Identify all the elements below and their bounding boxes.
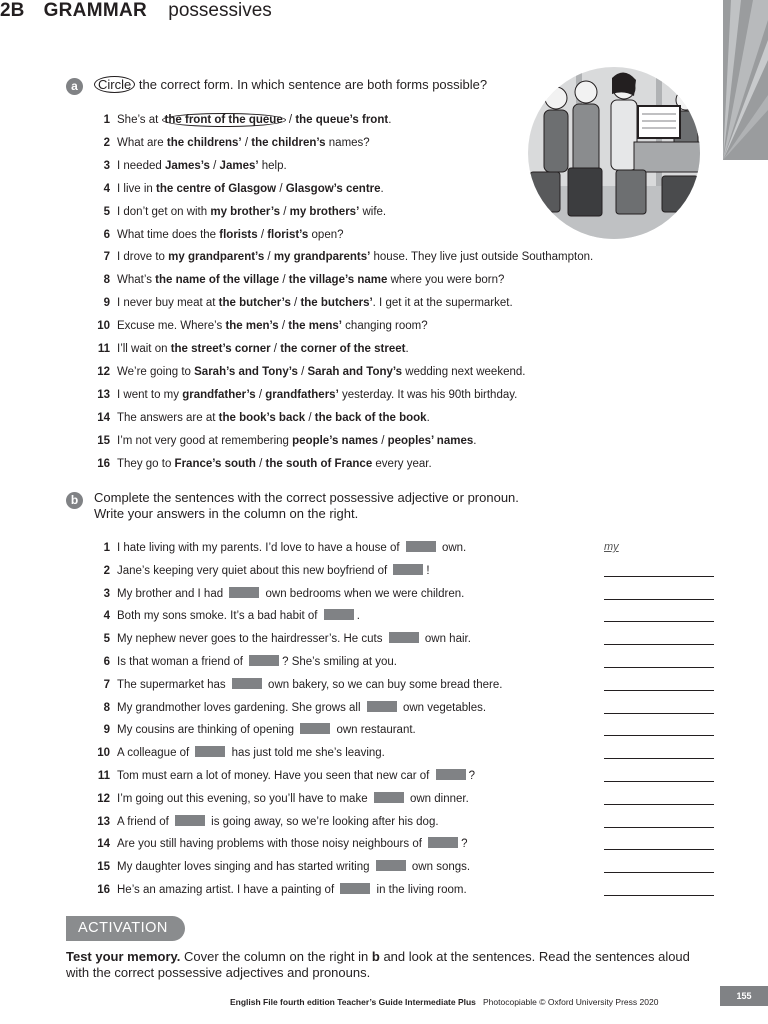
answer-gap <box>393 564 423 575</box>
item-number: 9 <box>103 297 110 310</box>
item-text-before: I went to my <box>117 388 183 401</box>
exercise-a-item <box>88 271 504 289</box>
answer-line[interactable] <box>604 609 714 622</box>
activation-ref: b <box>371 949 380 964</box>
item-text-before: The supermarket has <box>117 678 229 691</box>
exercise-a-item <box>88 134 370 152</box>
item-text-after: ! <box>426 564 430 577</box>
item-text-after: own. <box>438 542 467 554</box>
topic-name: possessives <box>168 0 272 21</box>
footer-book: English File fourth edition Teacher’s Guide Intermediate Plus <box>230 997 476 1007</box>
item-text-before: My grandmother loves gardening. She grows all <box>117 701 364 714</box>
item-number: 14 <box>97 411 110 424</box>
answer-gap <box>229 587 259 598</box>
item-text-after: yesterday. It was his 90th birthday. <box>338 388 518 401</box>
option-separator: / <box>280 205 290 218</box>
answer-line[interactable] <box>604 815 714 828</box>
exercise-a-item <box>88 432 476 450</box>
item-number: 4 <box>103 182 110 195</box>
exercise-a-item <box>88 386 517 404</box>
item-number: 5 <box>103 205 110 218</box>
item-text-after: ? <box>468 770 475 782</box>
option-2: my grandparents’ <box>273 251 371 264</box>
item-number: 2 <box>103 564 110 577</box>
exercise-b-item <box>88 585 464 603</box>
exercise-b-item <box>88 790 469 808</box>
option-separator: / <box>209 159 220 172</box>
item-number: 12 <box>97 792 110 805</box>
option-1: the centre of Glasgow <box>156 182 277 195</box>
option-1: the street’s corner <box>170 343 271 355</box>
option-2: the corner of the street <box>280 343 406 355</box>
item-text-after: ? <box>461 838 468 851</box>
item-number: 15 <box>97 861 110 874</box>
item-number: 11 <box>97 770 110 782</box>
item-text-after: . <box>380 182 384 195</box>
answer-line[interactable] <box>604 769 714 782</box>
exercise-a-instruction <box>94 77 487 93</box>
answer-gap <box>428 837 458 848</box>
option-separator: / <box>305 411 315 424</box>
activation-lead: Test your memory. <box>66 949 181 964</box>
item-number: 8 <box>103 274 110 287</box>
item-number: 16 <box>97 457 110 470</box>
option-separator: / <box>297 365 308 378</box>
exercise-a-item <box>88 340 409 358</box>
item-text-before: Are you still having problems with those noisy neighbours of <box>117 838 426 851</box>
item-text-before: They go to <box>117 457 175 470</box>
answer-gap <box>340 883 370 894</box>
activation-text-1: Cover the column on the right in <box>180 949 372 964</box>
item-text-after: is going away, so we’re looking after his dog. <box>207 815 439 828</box>
option-separator: / <box>255 388 266 401</box>
exercise-b-item <box>88 767 475 785</box>
exercise-a-badge: a <box>66 78 83 95</box>
option-separator: / <box>264 251 274 264</box>
exercise-b-item <box>88 813 439 831</box>
item-text-after: where you were born? <box>387 274 505 287</box>
item-text-after: . <box>426 411 430 424</box>
item-text-after: own vegetables. <box>399 701 487 714</box>
section-tab-graphic <box>723 0 768 160</box>
answer-line[interactable] <box>604 701 714 714</box>
answer-line[interactable] <box>604 837 714 850</box>
item-text-before: My cousins are thinking of opening <box>117 724 298 737</box>
exercise-b-item <box>88 653 397 671</box>
exercise-b-item <box>88 744 385 762</box>
exercise-b-item <box>88 699 486 717</box>
item-text-after: wife. <box>359 205 387 218</box>
item-text-before: A friend of <box>117 815 172 828</box>
answer-gap <box>232 678 262 689</box>
item-text-after: . <box>388 114 392 126</box>
option-2: the mens’ <box>288 320 342 333</box>
answer-line[interactable] <box>604 655 714 668</box>
option-separator: / <box>290 297 301 310</box>
item-number: 13 <box>97 388 110 401</box>
option-1: the name of the village <box>155 274 280 287</box>
answer-gap <box>249 655 279 666</box>
answer-line[interactable] <box>604 564 714 577</box>
item-text-after: wedding next weekend. <box>402 365 526 378</box>
item-number: 1 <box>103 114 110 126</box>
option-separator: / <box>279 274 289 287</box>
item-text-after: . I get it at the supermarket. <box>372 297 513 310</box>
item-text-before: I’ll wait on <box>117 343 171 355</box>
item-number: 10 <box>97 747 110 760</box>
item-text-after: help. <box>258 159 287 172</box>
option-1: people’s names <box>292 434 378 447</box>
option-separator: / <box>257 228 268 241</box>
answer-gap <box>376 860 406 871</box>
section-name: GRAMMAR <box>43 0 147 21</box>
item-number: 7 <box>103 251 110 264</box>
item-number: 4 <box>103 610 110 623</box>
item-text-before: My nephew never goes to the hairdresser’s. He cuts <box>117 633 386 646</box>
item-text-after: own bedrooms when we were children. <box>262 587 465 600</box>
answer-gap <box>175 815 205 826</box>
answer-line[interactable] <box>604 678 714 691</box>
item-text-before: I live in <box>117 182 156 195</box>
option-1: the men’s <box>225 320 279 333</box>
answer-line[interactable] <box>604 587 714 600</box>
option-2: the south of France <box>265 457 373 470</box>
activation-label: ACTIVATION <box>66 916 185 941</box>
option-1: Sarah’s and Tony’s <box>194 365 298 378</box>
exercise-b-instruction-line-1: Complete the sentences with the correct possessive adjective or pronoun. <box>94 490 519 505</box>
page-number: 155 <box>720 986 768 1006</box>
exercise-b-item <box>88 835 468 853</box>
option-2: florist’s <box>267 228 309 241</box>
option-1: the book’s back <box>218 411 306 424</box>
item-number: 16 <box>97 884 110 896</box>
exercise-a-item <box>88 180 384 198</box>
option-2: the butchers’ <box>300 297 373 310</box>
exercise-a-item <box>88 455 432 473</box>
item-text-after: . <box>405 343 409 355</box>
exercise-b-instruction-line-2: Write your answers in the column on the right. <box>94 506 359 521</box>
answer-line[interactable] <box>604 632 714 645</box>
item-number: 2 <box>103 136 110 149</box>
item-text-before: I don’t get on with <box>117 205 211 218</box>
item-text-after: ? She’s smiling at you. <box>282 656 397 668</box>
option-separator: / <box>255 457 266 470</box>
activation-text <box>66 949 706 981</box>
answer-line[interactable] <box>604 746 714 759</box>
option-2: my brothers’ <box>289 205 360 218</box>
item-text-after: own bakery, so we can buy some bread there. <box>264 678 503 691</box>
option-separator: / <box>270 343 281 355</box>
item-text-after: changing room? <box>341 320 428 333</box>
option-1: my brother’s <box>210 205 281 218</box>
exercise-a-item <box>88 317 428 335</box>
item-text-after: own songs. <box>408 861 471 874</box>
item-text-before: I drove to <box>117 251 169 264</box>
option-2: the village’s name <box>288 274 388 287</box>
answer-gap <box>324 609 354 620</box>
item-text-after: . <box>473 434 477 447</box>
option-1: France’s south <box>174 457 256 470</box>
item-text-before: What are <box>117 136 167 149</box>
answer-gap <box>195 746 225 757</box>
option-2: the queue’s front <box>295 114 389 126</box>
exercise-b-item <box>88 881 467 899</box>
exercise-b-item <box>88 539 466 557</box>
item-number: 8 <box>103 701 110 714</box>
item-text-before: Jane’s keeping very quiet about this new boyfriend of <box>117 564 391 577</box>
item-text-after: own dinner. <box>406 792 469 805</box>
exercise-a-item <box>88 294 513 312</box>
answer-gap <box>367 701 397 712</box>
item-text-before: Is that woman a friend of <box>117 656 247 668</box>
option-1: my grandparent’s <box>168 251 265 264</box>
item-number: 12 <box>97 365 110 378</box>
unit-code: 2B <box>0 0 25 21</box>
item-text-before: Tom must earn a lot of money. Have you seen that new car of <box>117 770 433 782</box>
exercise-b-badge: b <box>66 492 83 509</box>
item-text-after: own hair. <box>421 633 471 646</box>
item-number: 10 <box>97 320 110 333</box>
item-number: 7 <box>103 678 110 691</box>
item-text-after: names? <box>325 136 370 149</box>
item-number: 9 <box>103 724 110 737</box>
answer-line[interactable] <box>604 792 714 805</box>
option-separator: / <box>278 320 289 333</box>
exercise-b-item <box>88 721 416 739</box>
answer-gap <box>406 541 436 552</box>
exercise-a-item <box>88 409 430 427</box>
option-2: Glasgow’s centre <box>285 182 381 195</box>
exercise-a-item <box>88 157 287 175</box>
item-text-before: Excuse me. Where’s <box>117 320 226 333</box>
option-separator: / <box>241 136 252 149</box>
instruction-circle-word: Circle <box>94 76 135 93</box>
item-text-after: . <box>356 610 360 623</box>
item-number: 11 <box>97 343 110 355</box>
item-text-before: The answers are at <box>117 411 219 424</box>
exercise-b-item <box>88 630 471 648</box>
activation-text-2: and look at the sentences. Read the sentences aloud with the correct possessive adjectives and pronouns. <box>66 949 690 980</box>
travellers-illustration <box>516 66 712 240</box>
footer-copyright: Photocopiable © Oxford University Press 2020 <box>483 997 659 1007</box>
item-text-before: My brother and I had <box>117 587 227 600</box>
exercise-a-item <box>88 363 525 381</box>
item-number: 3 <box>103 587 110 600</box>
item-text-after: own restaurant. <box>333 724 416 737</box>
answer-gap <box>436 769 466 780</box>
item-number: 5 <box>103 633 110 646</box>
exercise-a-item <box>88 226 344 244</box>
item-number: 14 <box>97 838 110 851</box>
option-separator: / <box>285 114 296 126</box>
item-number: 13 <box>97 815 110 828</box>
answer-line[interactable] <box>604 723 714 736</box>
item-number: 3 <box>103 159 110 172</box>
item-text-before: We’re going to <box>117 365 195 378</box>
option-2: James’ <box>219 159 259 172</box>
footer <box>230 997 658 1007</box>
option-2: grandfathers’ <box>265 388 339 401</box>
item-text-after: in the living room. <box>373 884 467 896</box>
answer-line[interactable] <box>604 883 714 896</box>
instruction-text: the correct form. In which sentence are both forms possible? <box>135 77 488 92</box>
item-text-before: My daughter loves singing and has started writing <box>117 861 373 874</box>
item-text-before: I’m going out this evening, so you’ll have to make <box>117 792 371 805</box>
item-text-before: What time does the <box>117 228 220 241</box>
item-text-before: I needed <box>117 159 165 172</box>
item-text-before: I’m not very good at remembering <box>117 434 293 447</box>
item-text-after: every year. <box>372 457 432 470</box>
option-1: the butcher’s <box>218 297 291 310</box>
item-text-before: Both my sons smoke. It’s a bad habit of <box>117 610 321 623</box>
answer-gap <box>389 632 419 643</box>
option-1: grandfather’s <box>182 388 256 401</box>
item-number: 6 <box>103 228 110 241</box>
option-1: James’s <box>164 159 210 172</box>
item-text-before: She’s at <box>117 114 162 126</box>
option-1: the front of the queue <box>162 113 286 127</box>
option-1: florists <box>219 228 258 241</box>
item-text-before: A colleague of <box>117 747 193 760</box>
option-2: peoples’ names <box>387 434 474 447</box>
item-text-before: He’s an amazing artist. I have a painting of <box>117 884 338 896</box>
exercise-b-item <box>88 858 470 876</box>
exercise-b-item <box>88 562 430 580</box>
option-2: the children’s <box>251 136 326 149</box>
item-number: 15 <box>97 434 110 447</box>
item-text-after: has just told me she’s leaving. <box>228 747 385 760</box>
option-2: the back of the book <box>314 411 427 424</box>
item-text-before: What’s <box>117 274 156 287</box>
item-text-after: house. They live just outside Southampton. <box>370 251 594 264</box>
exercise-a-item <box>88 203 386 221</box>
option-separator: / <box>276 182 286 195</box>
option-separator: / <box>378 434 388 447</box>
item-number: 1 <box>103 542 110 554</box>
answer-example: my <box>604 541 619 553</box>
answer-gap <box>374 792 404 803</box>
item-text-before: I hate living with my parents. I’d love to have a house of <box>117 542 403 554</box>
exercise-a-item <box>88 111 391 129</box>
option-1: the childrens’ <box>166 136 242 149</box>
item-text-after: open? <box>308 228 344 241</box>
exercise-b-item <box>88 676 502 694</box>
exercise-a-item <box>88 248 593 266</box>
item-number: 6 <box>103 656 110 668</box>
exercise-b-item <box>88 607 360 625</box>
page-title <box>0 0 768 22</box>
exercise-b-instruction <box>94 490 519 522</box>
option-2: Sarah and Tony’s <box>307 365 403 378</box>
answer-line[interactable] <box>604 860 714 873</box>
answer-gap <box>300 723 330 734</box>
item-text-before: I never buy meat at <box>117 297 219 310</box>
